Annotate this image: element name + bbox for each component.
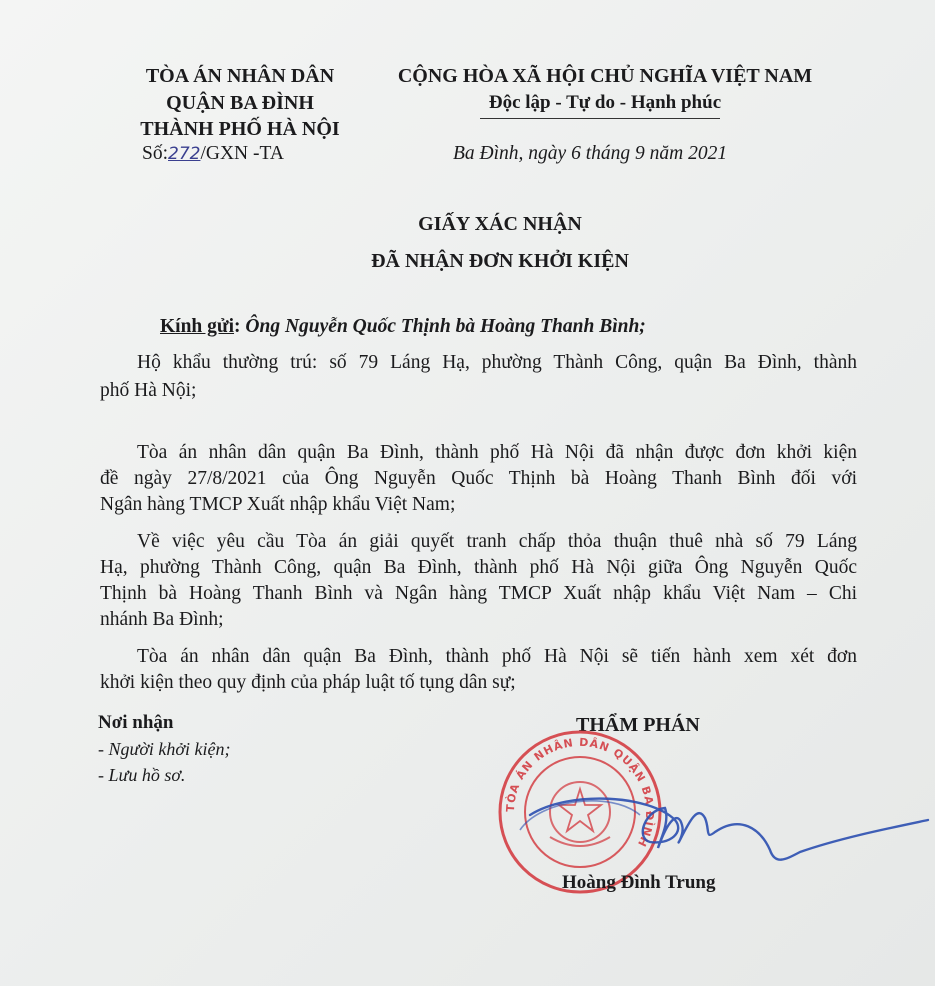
recipients-heading: Nơi nhận: [98, 712, 174, 733]
document-title-line2: ĐÃ NHẬN ĐƠN KHỞI KIỆN: [371, 250, 629, 272]
paragraph2-line1: Về việc yêu cầu Tòa án giải quyết tranh chấp thỏa thuận thuê nhà số 79 Láng: [137, 531, 857, 552]
paragraph1-line1: Tòa án nhân dân quận Ba Đình, thành phố Hà Nội đã nhận được đơn khởi kiện: [137, 442, 857, 463]
recipient-line: [160, 316, 646, 338]
national-title: CỘNG HÒA XÃ HỘI CHỦ NGHĨA VIỆT NAM: [397, 65, 813, 87]
document-number-prefix: Số:: [142, 143, 169, 164]
motto-underline: [480, 118, 720, 119]
recipient-address-line1: Hộ khẩu thường trú: số 79 Láng Hạ, phường Thành Công, quận Ba Đình, thành: [137, 352, 857, 373]
svg-text:TÒA ÁN NHÂN DÂN QUẬN BA ĐÌNH: TÒA ÁN NHÂN DÂN QUẬN BA ĐÌNH: [503, 735, 657, 850]
paragraph2-line4: nhánh Ba Đình;: [100, 609, 224, 630]
recipients-item-2: - Lưu hồ sơ.: [98, 765, 186, 785]
national-motto: Độc lập - Tự do - Hạnh phúc: [488, 92, 722, 113]
document-title-line1: GIẤY XÁC NHẬN: [418, 213, 582, 235]
document-number-suffix: /GXN -TA: [200, 143, 284, 164]
paragraph2-line3: Thịnh bà Hoàng Thanh Bình và Ngân hàng TMCP Xuất nhập khẩu Việt Nam – Chi: [100, 583, 857, 604]
judge-name: Hoàng Đình Trung: [562, 872, 716, 893]
court-name-line1: TÒA ÁN NHÂN DÂN: [145, 65, 335, 87]
document-number: [142, 143, 284, 165]
court-name-line3: THÀNH PHỐ HÀ NỘI: [140, 118, 340, 140]
paragraph2-line2: Hạ, phường Thành Công, quận Ba Đình, thành phố Hà Nội giữa Ông Nguyễn Quốc: [100, 557, 857, 578]
paragraph3-line2: khởi kiện theo quy định của pháp luật tố tụng dân sự;: [100, 672, 516, 693]
court-name-line2: QUẬN BA ĐÌNH: [166, 92, 314, 114]
recipients-item-1: - Người khởi kiện;: [98, 739, 231, 759]
document-number-handwritten: 272: [168, 144, 201, 164]
recipient-address-line2: phố Hà Nội;: [100, 380, 197, 401]
recipient-label: Kính gửi: [160, 316, 235, 337]
document-date: Ba Đình, ngày 6 tháng 9 năm 2021: [453, 143, 728, 164]
judge-title: THẨM PHÁN: [576, 714, 700, 736]
paragraph1-line2: đề ngày 27/8/2021 của Ông Nguyễn Quốc Thịnh bà Hoàng Thanh Bình đối với: [100, 468, 857, 489]
recipient-colon: :: [234, 316, 241, 337]
paragraph1-line3: Ngân hàng TMCP Xuất nhập khẩu Việt Nam;: [100, 494, 456, 515]
paragraph3-line1: Tòa án nhân dân quận Ba Đình, thành phố Hà Nội sẽ tiến hành xem xét đơn: [137, 646, 857, 667]
recipient-names: Ông Nguyễn Quốc Thịnh bà Hoàng Thanh Bình;: [245, 316, 646, 337]
